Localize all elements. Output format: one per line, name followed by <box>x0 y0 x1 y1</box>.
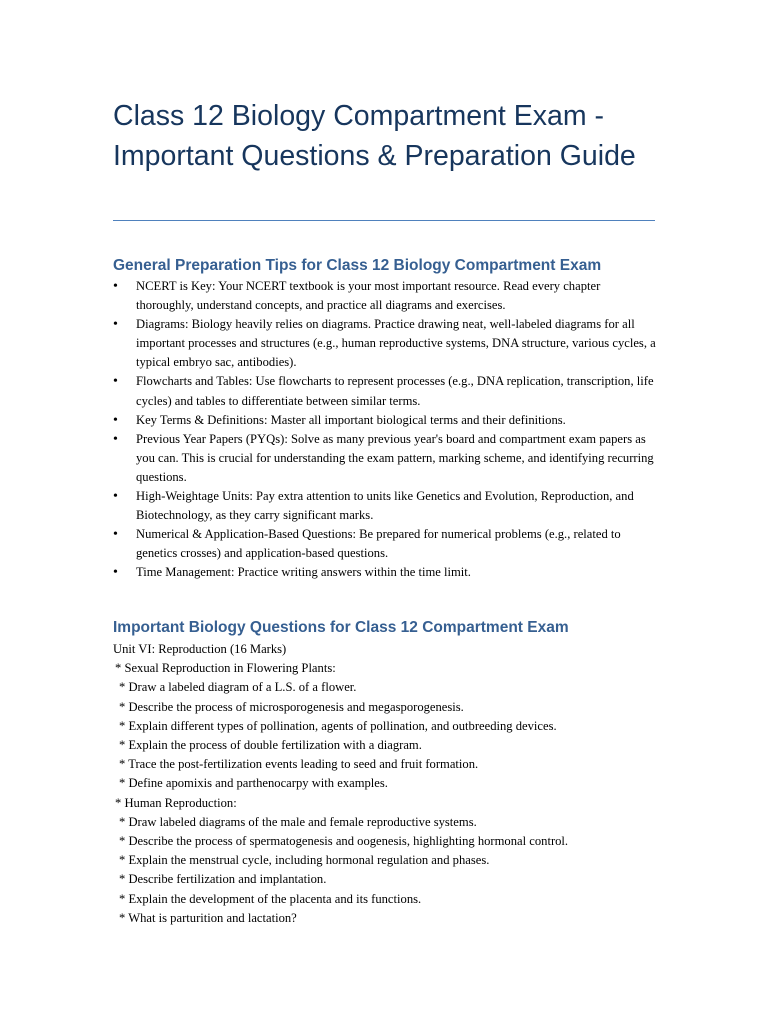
question-item: * What is parturition and lactation? <box>119 910 297 925</box>
list-item: • NCERT is Key: Your NCERT textbook is your most important resource. Read every chapter thoroughly, understand concepts, and practice all diagrams and exercises. <box>113 279 601 313</box>
questions-block <box>113 640 673 928</box>
topic-label: * Sexual Reproduction in Flowering Plants: <box>115 661 336 676</box>
section-heading-important-questions: Important Biology Questions for Class 12 Compartment Exam <box>113 619 569 636</box>
list-item: • Diagrams: Biology heavily relies on diagrams. Practice drawing neat, well-labeled diagrams for all important processes and structures (e.g., human reproductive systems, DNA structure, various cycles, a typical embryo sac, antibodies). <box>113 317 656 370</box>
question-item: * Define apomixis and parthenocarpy with examples. <box>119 776 388 791</box>
bullet-icon: • <box>113 412 118 428</box>
bullet-icon: • <box>113 374 118 390</box>
topic-label: * Human Reproduction: <box>115 795 237 810</box>
bullet-icon: • <box>113 489 118 505</box>
question-item: * Describe fertilization and implantation. <box>119 872 327 887</box>
question-item: * Explain the process of double fertilization with a diagram. <box>119 738 422 753</box>
document-title: Class 12 Biology Compartment Exam - Important Questions & Preparation Guide <box>113 100 636 172</box>
question-item: * Describe the process of microsporogenesis and megasporogenesis. <box>119 699 464 714</box>
bullet-icon: • <box>113 317 118 333</box>
list-item: • Key Terms & Definitions: Master all important biological terms and their definitions. <box>113 411 658 430</box>
section-heading-preparation-tips: General Preparation Tips for Class 12 Biology Compartment Exam <box>113 257 602 274</box>
preparation-tips-list <box>113 277 658 583</box>
bullet-icon: • <box>113 527 118 543</box>
list-item: • High-Weightage Units: Pay extra attention to units like Genetics and Evolution, Reproduction, and Biotechnology, as they carry significant marks. <box>113 489 634 523</box>
list-item: • Previous Year Papers (PYQs): Solve as many previous year's board and compartment exam papers as you can. This is crucial for understanding the exam pattern, marking scheme, and identifying recurring questions. <box>113 431 654 484</box>
question-item: * Describe the process of spermatogenesis and oogenesis, highlighting hormonal control. <box>119 834 569 849</box>
unit-label: Unit VI: Reproduction (16 Marks) <box>113 642 287 656</box>
question-item: * Draw labeled diagrams of the male and female reproductive systems. <box>119 814 477 829</box>
list-item: • Time Management: Practice writing answers within the time limit. <box>113 563 658 582</box>
question-item: * Draw a labeled diagram of a L.S. of a flower. <box>119 680 357 695</box>
title-underline <box>113 220 655 221</box>
question-item: * Explain the menstrual cycle, including hormonal regulation and phases. <box>119 853 490 868</box>
question-item: * Explain different types of pollination, agents of pollination, and outbreeding devices. <box>119 718 557 733</box>
question-item: * Explain the development of the placenta and its functions. <box>119 891 422 906</box>
bullet-icon: • <box>113 279 118 294</box>
list-item: • Numerical & Application-Based Questions: Be prepared for numerical problems (e.g., related to genetics crosses) and application-based questions. <box>113 527 621 561</box>
bullet-icon: • <box>113 431 118 447</box>
bullet-icon: • <box>113 565 118 581</box>
question-item: * Trace the post-fertilization events leading to seed and fruit formation. <box>119 757 479 772</box>
list-item: • Flowcharts and Tables: Use flowcharts to represent processes (e.g., DNA replication, transcription, life cycles) and tables to differentiate between similar terms. <box>113 374 654 408</box>
